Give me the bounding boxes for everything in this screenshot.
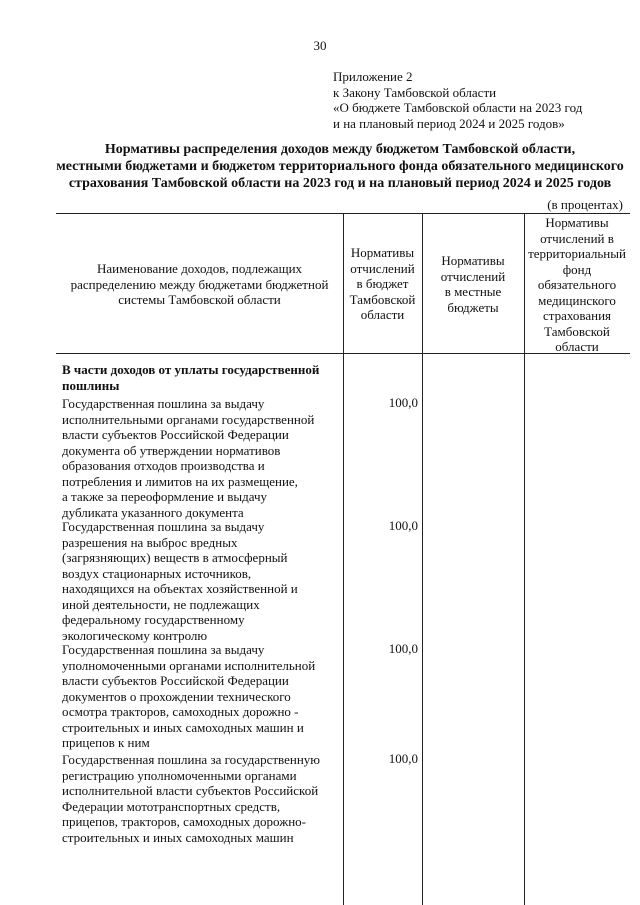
appendix-line: Приложение 2 [333, 69, 413, 84]
header-local-budgets: Нормативы отчислений в местные бюджеты [440, 253, 506, 315]
header-income-name: Наименование доходов, подлежащих распределению между бюджетами бюджетной системы Тамбовской области [70, 261, 329, 307]
page-number: 30 [313, 38, 327, 53]
column-divider [422, 213, 423, 905]
header-regional-budget: Нормативы отчислений в бюджет Тамбовской области [349, 245, 416, 322]
table-row-regional-value: 100,0 [388, 751, 418, 766]
table-row-regional-value: 100,0 [388, 518, 418, 533]
appendix-line: «О бюджете Тамбовской области на 2023 год [333, 100, 583, 115]
units-note: (в процентах) [547, 197, 623, 212]
section-heading: В части доходов от уплаты государственной пошлины [62, 362, 320, 393]
document-title [50, 141, 630, 192]
table-row-regional-value: 100,0 [388, 641, 418, 656]
table-row-income-name: Государственная пошлина за государственную регистрацию уполномоченными органами исполнительной власти субъектов Российской Федерации мототранспортных средств, прицепов, тракторов, самоходных дорожно- строительных и иных самоходных машин [62, 752, 321, 845]
title-line: Нормативы распределения доходов между бюджетом Тамбовской области, [104, 142, 576, 157]
appendix-line: и на плановый период 2024 и 2025 годов» [333, 115, 565, 131]
appendix-line: к Закону Тамбовской области [333, 84, 497, 100]
header-medical-insurance-fund: Нормативы отчислений в территориальный фонд обязательного медицинского страхования Тамбовской области [528, 215, 626, 354]
table-row-income-name: Государственная пошлина за выдачу уполномоченными органами исполнительной власти субъектов Российской Федерации документов о прохождении технического осмотра тракторов, самоходных дорожно - строительных и иных самоходных машин и прицепов к ним [62, 642, 316, 750]
title-line: страхования Тамбовской области на 2023 год и на плановый период 2024 и 2025 годов [68, 176, 612, 191]
table-row-income-name: Государственная пошлина за выдачу исполнительными органами государственной власти субъектов Российской Федерации документа об утверждении нормативов образования отходов производства и потребления и лимитов на их размещение, а также за переоформление и выдачу дубликата указанного документа [62, 396, 315, 520]
title-line: местными бюджетами и бюджетом территориального фонда обязательного медицинского [56, 159, 624, 174]
appendix-note [333, 69, 633, 131]
table-row-regional-value: 100,0 [388, 395, 418, 410]
table-row-income-name: Государственная пошлина за выдачу разрешения на выброс вредных (загрязняющих) веществ в атмосферный воздух стационарных источников, находящихся на объектах хозяйственной и иной деятельности, не подлежащих федеральному государственному экологическому контролю [62, 519, 298, 643]
